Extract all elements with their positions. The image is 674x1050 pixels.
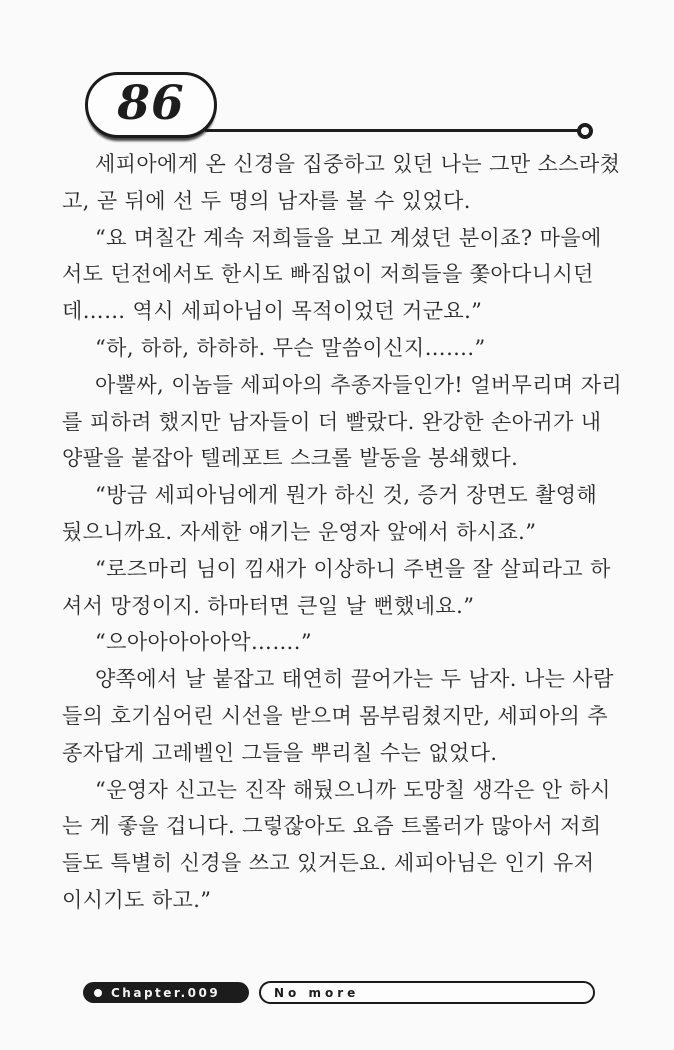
- text-line: 셔서 망정이지. 하마터면 큰일 날 뻔했네요.”: [62, 593, 475, 618]
- chapter-badge: [83, 982, 249, 1003]
- text-line: 세피아에게 온 신경을 집중하고 있던 나는 그만 소스라쳤: [95, 152, 621, 176]
- text-line: “하, 하하, 하하하. 무슨 말씀이신지…….”: [95, 335, 486, 360]
- text-line: “요 며칠간 계속 저희들을 보고 계셨던 분이죠? 마을에: [95, 225, 602, 250]
- text-line: 들도 특별히 신경을 쓰고 있거든요. 세피아님은 인기 유저: [62, 851, 595, 876]
- page-number-badge: [85, 72, 217, 138]
- text-line: 뒀으니까요. 자세한 얘기는 운영자 앞에서 하시죠.”: [62, 519, 537, 544]
- ring-icon: [577, 123, 593, 139]
- no-more-badge: [259, 981, 595, 1004]
- text-line: “방금 세피아님에게 뭔가 하신 것, 증거 장면도 촬영해: [95, 483, 598, 508]
- text-line: 양팔을 붙잡아 텔레포트 스크롤 발동을 봉쇄했다.: [62, 446, 519, 471]
- text-line: “운영자 신고는 진작 해뒀으니까 도망칠 생각은 안 하시: [95, 777, 611, 802]
- text-line: 종자답게 고레벨인 그들을 뿌리칠 수는 없었다.: [62, 740, 498, 765]
- text-line: 이시기도 하고.”: [62, 887, 212, 912]
- text-line: 아뿔싸, 이놈들 세피아의 추종자들인가! 얼버무리며 자리: [95, 372, 623, 397]
- bullet-icon: [94, 989, 102, 997]
- text-line: 양쪽에서 날 붙잡고 태연히 끌어가는 두 남자. 나는 사람: [95, 667, 614, 692]
- text-line: “로즈마리 님이 낌새가 이상하니 주변을 잘 살피라고 하: [95, 556, 611, 581]
- chapter-label: Chapter.009: [111, 985, 221, 1000]
- header-rule-line: [205, 129, 581, 132]
- text-line: 는 게 좋을 겁니다. 그렇잖아도 요즘 트롤러가 많아서 저희: [62, 814, 602, 839]
- body-text: [62, 146, 628, 919]
- text-line: 데…… 역시 세피아님이 목적이었던 거군요.”: [62, 299, 483, 324]
- text-line: 를 피하려 했지만 남자들이 더 빨랐다. 완강한 손아귀가 내: [62, 409, 602, 434]
- no-more-label: No more: [274, 985, 360, 1000]
- text-line: “으아아아아아악…….”: [95, 630, 312, 655]
- text-line: 서도 던전에서도 한시도 빠짐없이 저희들을 쫓아다니시던: [62, 262, 594, 287]
- text-line: 고, 곧 뒤에 선 두 명의 남자를 볼 수 있었다.: [62, 188, 471, 213]
- text-line: 들의 호기심어린 시선을 받으며 몸부림쳤지만, 세피아의 추: [62, 703, 608, 728]
- page-number: 86: [117, 75, 185, 131]
